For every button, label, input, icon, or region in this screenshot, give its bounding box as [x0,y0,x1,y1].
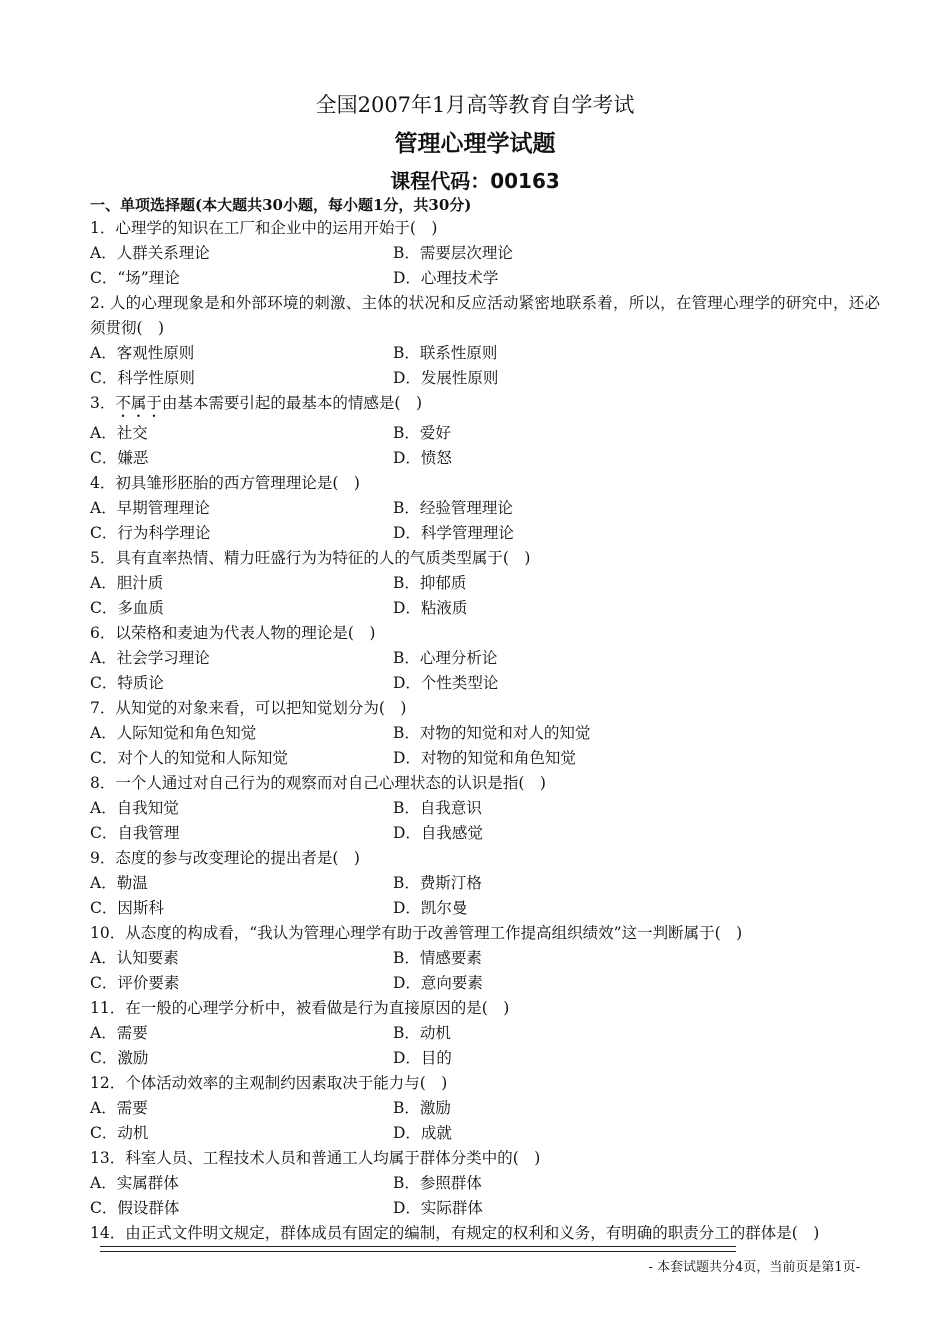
option-b: B．情感要素 [393,949,482,967]
option-row [90,721,880,746]
option-d: D．个性类型论 [393,674,499,692]
question-text: 由基本需要引起的最基本的情感是( ) [161,394,422,412]
option-row [90,896,880,921]
option-c: C．假设群体 [90,1199,180,1217]
option-c: C．激励 [90,1049,149,1067]
question-stem: 14．由正式文件明文规定，群体成员有固定的编制，有规定的权利和义务，有明确的职责分工的群体是( ) [90,1224,820,1242]
option-d: D．自我感觉 [393,824,483,842]
question-stem: 1．心理学的知识在工厂和企业中的运用开始于( ) [90,219,438,237]
question-stem: 8．一个人通过对自己行为的观察而对自己心理状态的认识是指( ) [90,774,546,792]
option-d: D．凯尔曼 [393,899,468,917]
option-b: B．经验管理理论 [393,499,513,517]
question-stem: 11．在一般的心理学分析中，被看做是行为直接原因的是( ) [90,999,510,1017]
option-c: C．动机 [90,1124,149,1142]
option-c: C．因斯科 [90,899,164,917]
option-a: A．需要 [90,1099,148,1117]
option-d: D．愤怒 [393,449,452,467]
option-b: B．爱好 [393,424,451,442]
option-b: B．需要层次理论 [393,244,513,262]
option-row [90,971,880,996]
question-number: 3． [90,394,116,412]
option-row [90,521,880,546]
option-b: B．激励 [393,1099,451,1117]
option-a: A．胆汁质 [90,574,164,592]
question-stem: 12．个体活动效率的主观制约因素取决于能力与( ) [90,1074,448,1092]
option-a: A．社交 [90,424,148,442]
option-row [90,496,880,521]
option-d: D．发展性原则 [393,369,499,387]
option-d: D．实际群体 [393,1199,483,1217]
option-row [90,1096,880,1121]
emphasized-text: 不属于 [115,394,162,412]
option-row [90,796,880,821]
exam-title: 全国2007年1月高等教育自学考试 [315,93,635,117]
question-stem: 2. 人的心理现象是和外部环境的刺激、主体的状况和反应活动紧密地联系着，所以，在管理心理学的研究中，还必须贯彻( ) [90,294,880,337]
option-row [90,1196,880,1221]
option-row [90,946,880,971]
option-a: A．自我知觉 [90,799,179,817]
option-row [90,341,880,366]
subject-title: 管理心理学试题 [394,131,556,157]
option-a: A．实属群体 [90,1174,179,1192]
question-stem: 10．从态度的构成看，“我认为管理心理学有助于改善管理工作提高组织绩效”这一判断属于( ) [90,924,743,942]
option-b: B．抑郁质 [393,574,467,592]
question-list [90,216,880,1246]
option-d: D．科学管理理论 [393,524,514,542]
option-d: D．目的 [393,1049,452,1067]
question-stem [90,391,880,421]
option-d: D．意向要素 [393,974,483,992]
option-c: C．自我管理 [90,824,180,842]
option-b: B．动机 [393,1024,451,1042]
option-row [90,821,880,846]
option-row [90,421,880,446]
option-d: D．成就 [393,1124,452,1142]
section-heading: 一、单项选择题(本大题共30小题，每小题1分，共30分) [90,196,472,214]
option-c: C．行为科学理论 [90,524,211,542]
option-a: A．人际知觉和角色知觉 [90,724,257,742]
option-row [90,366,880,391]
option-b: B．联系性原则 [393,344,498,362]
option-row [90,241,880,266]
option-row [90,596,880,621]
option-row [90,1021,880,1046]
option-a: A．人群关系理论 [90,244,210,262]
option-d: D．对物的知觉和角色知觉 [393,749,576,767]
option-row [90,671,880,696]
option-a: A．需要 [90,1024,148,1042]
option-b: B．对物的知觉和对人的知觉 [393,724,591,742]
option-b: B．自我意识 [393,799,482,817]
page-footer: - 本套试题共分4页，当前页是第1页- [648,1260,860,1275]
question-stem: 5．具有直率热情、精力旺盛行为为特征的人的气质类型属于( ) [90,549,531,567]
option-b: B．参照群体 [393,1174,482,1192]
option-row [90,871,880,896]
option-d: D．粘液质 [393,599,468,617]
question-stem: 6．以荣格和麦迪为代表人物的理论是( ) [90,624,376,642]
option-a: A．早期管理理论 [90,499,210,517]
option-b: B．费斯汀格 [393,874,482,892]
option-row [90,646,880,671]
option-c: C．“场”理论 [90,269,180,287]
option-d: D．心理技术学 [393,269,499,287]
option-row [90,1121,880,1146]
option-a: A．认知要素 [90,949,179,967]
course-code: 课程代码：00163 [390,169,560,193]
option-a: A．社会学习理论 [90,649,210,667]
option-row [90,446,880,471]
option-c: C．对个人的知觉和人际知觉 [90,749,288,767]
option-c: C．特质论 [90,674,164,692]
question-stem: 13．科室人员、工程技术人员和普通工人均属于群体分类中的( ) [90,1149,541,1167]
option-row [90,746,880,771]
option-c: C．多血质 [90,599,164,617]
option-a: A．勒温 [90,874,148,892]
option-b: B．心理分析论 [393,649,498,667]
question-stem: 9．态度的参与改变理论的提出者是( ) [90,849,360,867]
option-a: A．客观性原则 [90,344,195,362]
option-row [90,1046,880,1071]
option-row [90,571,880,596]
footer-divider [100,1246,736,1252]
option-c: C．评价要素 [90,974,180,992]
option-c: C．嫌恶 [90,449,149,467]
option-row [90,1171,880,1196]
question-stem: 7．从知觉的对象来看，可以把知觉划分为( ) [90,699,407,717]
option-c: C．科学性原则 [90,369,195,387]
question-stem: 4．初具雏形胚胎的西方管理理论是( ) [90,474,360,492]
option-row [90,266,880,291]
